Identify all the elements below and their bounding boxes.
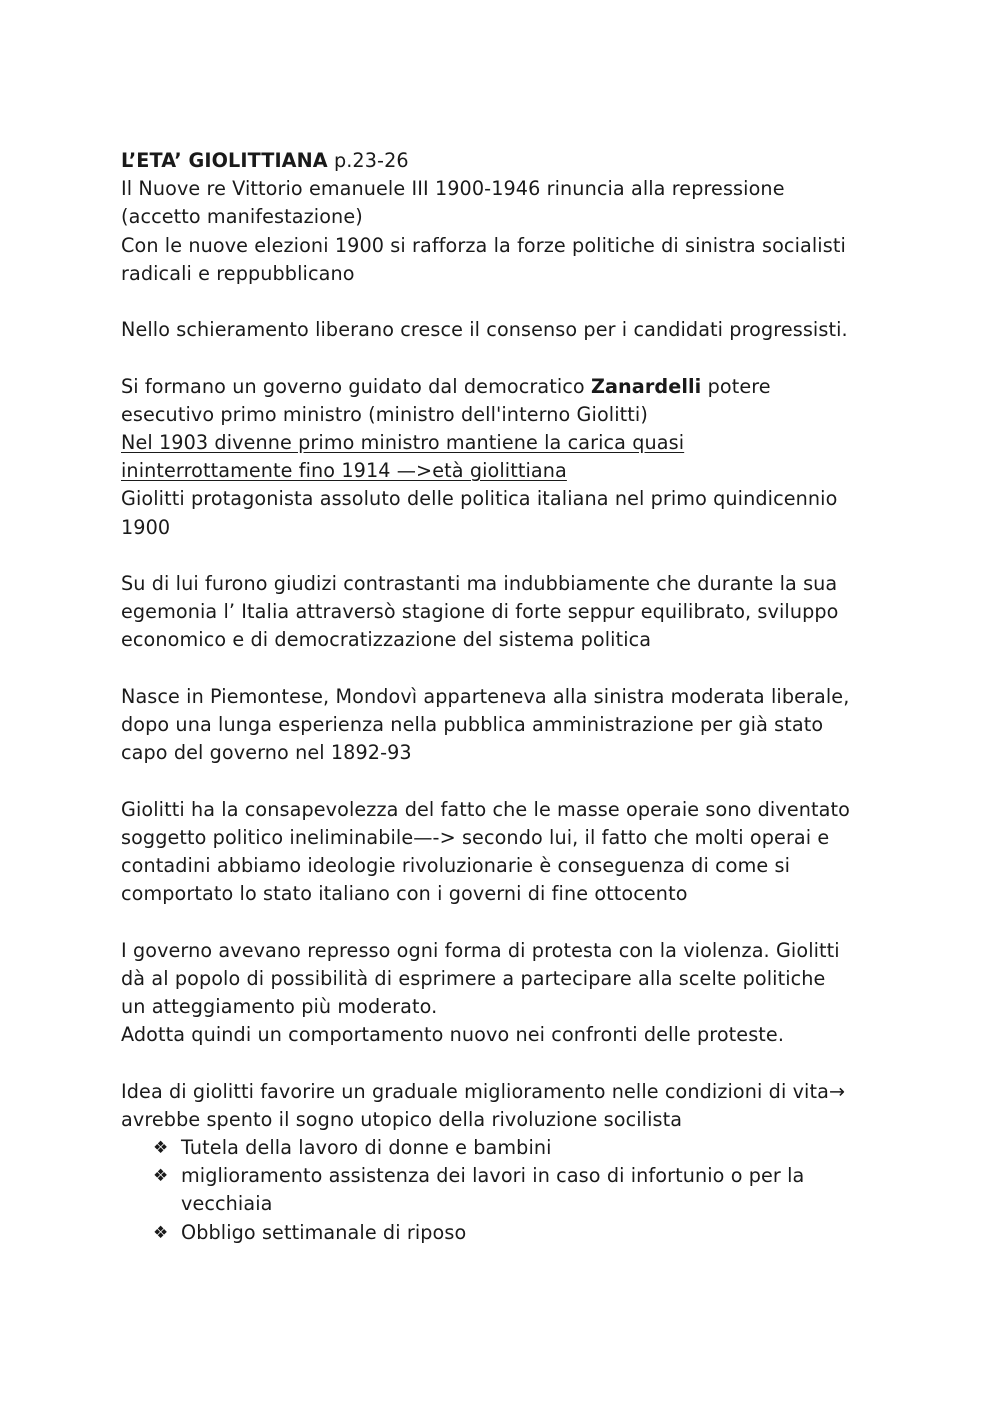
list-item [153,1134,911,1162]
list-item [153,1162,911,1218]
text-line: Idea di giolitti favorire un graduale miglioramento nelle condizioni di vita→ [121,1079,846,1103]
paragraph-protests [121,937,911,1050]
underlined-text: ininterrottamente fino 1914 —>età giolittiana [121,459,567,483]
document-title [121,147,911,175]
text-line: comportato lo stato italiano con i governi di fine ottocento [121,882,688,906]
text-line: (accetto manifestazione) [121,205,363,229]
list-item-text: Obbligo settimanale di riposo [181,1220,467,1244]
text-line: Nello schieramento liberano cresce il consenso per i candidati progressisti. [121,318,848,342]
paragraph-giolitti-idea [121,1078,911,1134]
reform-bullet-list [121,1134,911,1247]
document-page [121,147,911,1247]
text-segment: Si formano un governo guidato dal democratico [121,374,591,398]
diamond-bullet-icon: ❖ [153,1138,169,1158]
paragraph-working-masses [121,796,911,909]
text-line: un atteggiamento più moderato. [121,995,438,1018]
paragraph-liberal-consensus [121,316,911,344]
list-item [153,1219,911,1247]
text-line: dà al popolo di possibilità di esprimere a partecipare alla scelte politiche [121,966,826,990]
underlined-text: Nel 1903 divenne primo ministro mantiene la carica quasi [121,431,685,454]
paragraph-spacer [121,288,911,316]
title-heading: L’ETA’ GIOLITTIANA [121,149,328,172]
text-line: Giolitti ha la consapevolezza del fatto che le masse operaie sono diventato [121,797,850,821]
paragraph-spacer [121,655,911,683]
text-line: Il Nuove re Vittorio emanuele III 1900-1946 rinuncia alla repressione [121,177,785,201]
text-line [121,373,911,401]
text-line: contadini abbiamo ideologie rivoluzionarie è conseguenza di come si [121,854,791,877]
text-line: Nasce in Piemontese, Mondovì apparteneva alla sinistra moderata liberale, [121,684,850,708]
text-line: I governo avevano represso ogni forma di protesta con la violenza. Giolitti [121,938,840,962]
paragraph-judgements [121,570,911,655]
paragraph-spacer [121,908,911,936]
list-item-text: Tutela della lavoro di donne e bambini [181,1136,552,1159]
title-page-range: p.23-26 [327,149,409,172]
paragraph-new-king [121,175,911,288]
text-line: Adotta quindi un comportamento nuovo nei confronti delle proteste. [121,1023,785,1047]
paragraph-spacer [121,542,911,570]
diamond-bullet-icon: ❖ [153,1166,169,1187]
paragraph-biography [121,683,911,768]
text-line: dopo una lunga esperienza nella pubblica amministrazione per già stato [121,713,824,736]
text-line: Giolitti protagonista assoluto delle politica italiana nel primo quindicennio [121,487,838,511]
text-line: soggetto politico ineliminabile—-> secondo lui, il fatto che molti operai e [121,825,830,849]
text-line: Con le nuove elezioni 1900 si rafforza la forze politiche di sinistra socialisti [121,233,846,257]
underlined-text-line [121,457,911,485]
text-line: economico e di democratizzazione del sistema politica [121,628,652,652]
diamond-bullet-icon: ❖ [153,1222,169,1243]
text-line: Su di lui furono giudizi contrastanti ma indubbiamente che durante la sua [121,572,838,595]
text-line: radicali e reppubblicano [121,261,355,285]
text-line: avrebbe spento il sogno utopico della rivoluzione socilista [121,1107,683,1131]
text-line: 1900 [121,515,171,539]
paragraph-spacer [121,767,911,795]
underlined-text-line [121,429,911,457]
text-line: esecutivo primo ministro (ministro dell'interno Giolitti) [121,402,648,426]
list-item-text: vecchiaia [181,1192,273,1216]
list-item-text: miglioramento assistenza dei lavori in caso di infortunio o per la [181,1164,805,1188]
text-line: egemonia l’ Italia attraversò stagione di forte seppur equilibrato, sviluppo [121,600,839,624]
paragraph-spacer [121,1049,911,1077]
text-line: capo del governo nel 1892-93 [121,741,412,765]
zanardelli-name: Zanardelli [590,374,702,398]
text-segment: potere [701,374,771,398]
paragraph-zanardelli-government [121,373,911,542]
paragraph-spacer [121,344,911,372]
